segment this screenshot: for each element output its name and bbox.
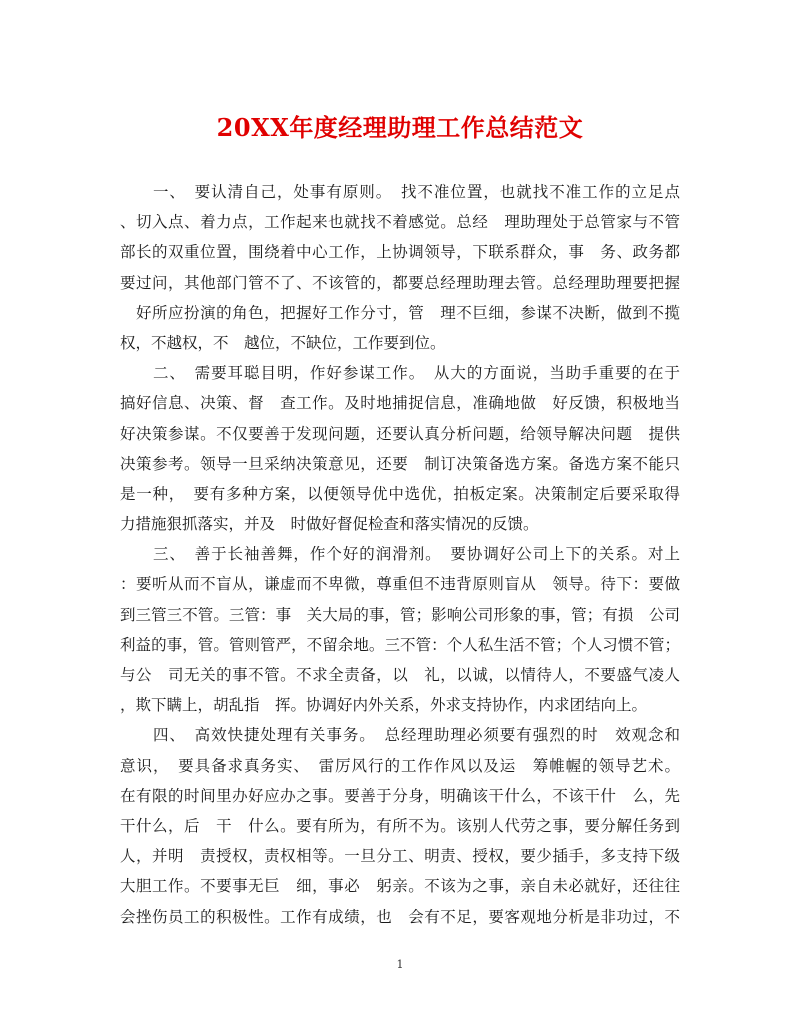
text-line: 三、 善于长袖善舞，作个好的润滑剂。 要协调好公司上下的关系。对上 xyxy=(120,545,680,564)
text-line: 二、 需要耳聪目明，作好参谋工作。 从大的方面说，当助手重要的在于 xyxy=(120,364,680,383)
text-line: 四、 高效快捷处理有关事务。 总经理助理必须要有强烈的时 效观念和 xyxy=(120,726,680,745)
document-body xyxy=(120,177,680,932)
text-line: 大胆工作。不要事无巨 细，事必 躬亲。不该为之事，亲自未必就好，还往往 xyxy=(120,877,680,896)
text-line: 好所应扮演的角色，把握好工作分寸，管 理不巨细，参谋不决断，做到不揽 xyxy=(120,303,680,322)
text-line: 搞好信息、决策、督 查工作。及时地捕捉信息，准确地做 好反馈，积极地当 xyxy=(120,394,680,413)
text-line: 力措施狠抓落实，并及 时做好督促检查和落实情况的反馈。 xyxy=(120,515,539,534)
text-line: 利益的事，管。管则管严，不留余地。三不管：个人私生活不管；个人习惯不管； xyxy=(120,635,680,654)
text-line: 部长的双重位置，围绕着中心工作，上协调领导，下联系群众，事 务、政务都 xyxy=(120,243,680,262)
page-number: 1 xyxy=(396,958,404,971)
text-line: 会挫伤员工的积极性。工作有成绩，也 会有不足，要客观地分析是非功过，不 xyxy=(120,907,680,926)
text-line: ，欺下瞒上，胡乱指 挥。协调好内外关系，外求支持协作，内求团结向上。 xyxy=(120,696,648,715)
text-line: 到三管三不管。三管：事 关大局的事，管；影响公司形象的事，管；有损 公司 xyxy=(120,605,680,624)
text-line: 、切入点、着力点，工作起来也就找不着感觉。总经 理助理处于总管家与不管 xyxy=(120,213,680,232)
text-line: 决策参考。领导一旦采纳决策意见，还要 制订决策备选方案。备选方案不能只 xyxy=(120,454,680,473)
text-line: ：要听从而不盲从，谦虚而不卑微，尊重但不违背原则盲从 领导。待下：要做 xyxy=(120,575,680,594)
text-line: 一、 要认清自己，处事有原则。 找不准位置，也就找不准工作的立足点 xyxy=(120,183,680,201)
text-line: 在有限的时间里办好应办之事。要善于分身，明确该干什么，不该干什 么，先 xyxy=(120,786,680,805)
text-line: 干什么，后 干 什么。要有所为，有所不为。该别人代劳之事，要分解任务到 xyxy=(120,816,680,835)
text-line: 权，不越权，不 越位，不缺位，工作要到位。 xyxy=(120,333,446,352)
document-title: 20XX年度经理助理工作总结范文 xyxy=(216,113,584,142)
text-line: 要过问，其他部门管不了、不该管的，都要总经理助理去管。总经理助理要把握 xyxy=(120,273,680,292)
text-line: 好决策参谋。不仅要善于发现问题，还要认真分析问题，给领导解决问题 提供 xyxy=(120,424,680,443)
text-line: 人，并明 责授权，责权相等。一旦分工、明责、授权，要少插手，多支持下级 xyxy=(120,847,680,866)
text-line: 意识， 要具备求真务实、 雷厉风行的工作作风以及运 筹帷幄的领导艺术。 xyxy=(120,756,680,775)
text-line: 与公 司无关的事不管。不求全责备，以 礼，以诚，以情待人，不要盛气凌人 xyxy=(120,666,680,684)
text-line: 是一种， 要有多种方案，以便领导优中选优，拍板定案。决策制定后要采取得 xyxy=(120,484,680,503)
